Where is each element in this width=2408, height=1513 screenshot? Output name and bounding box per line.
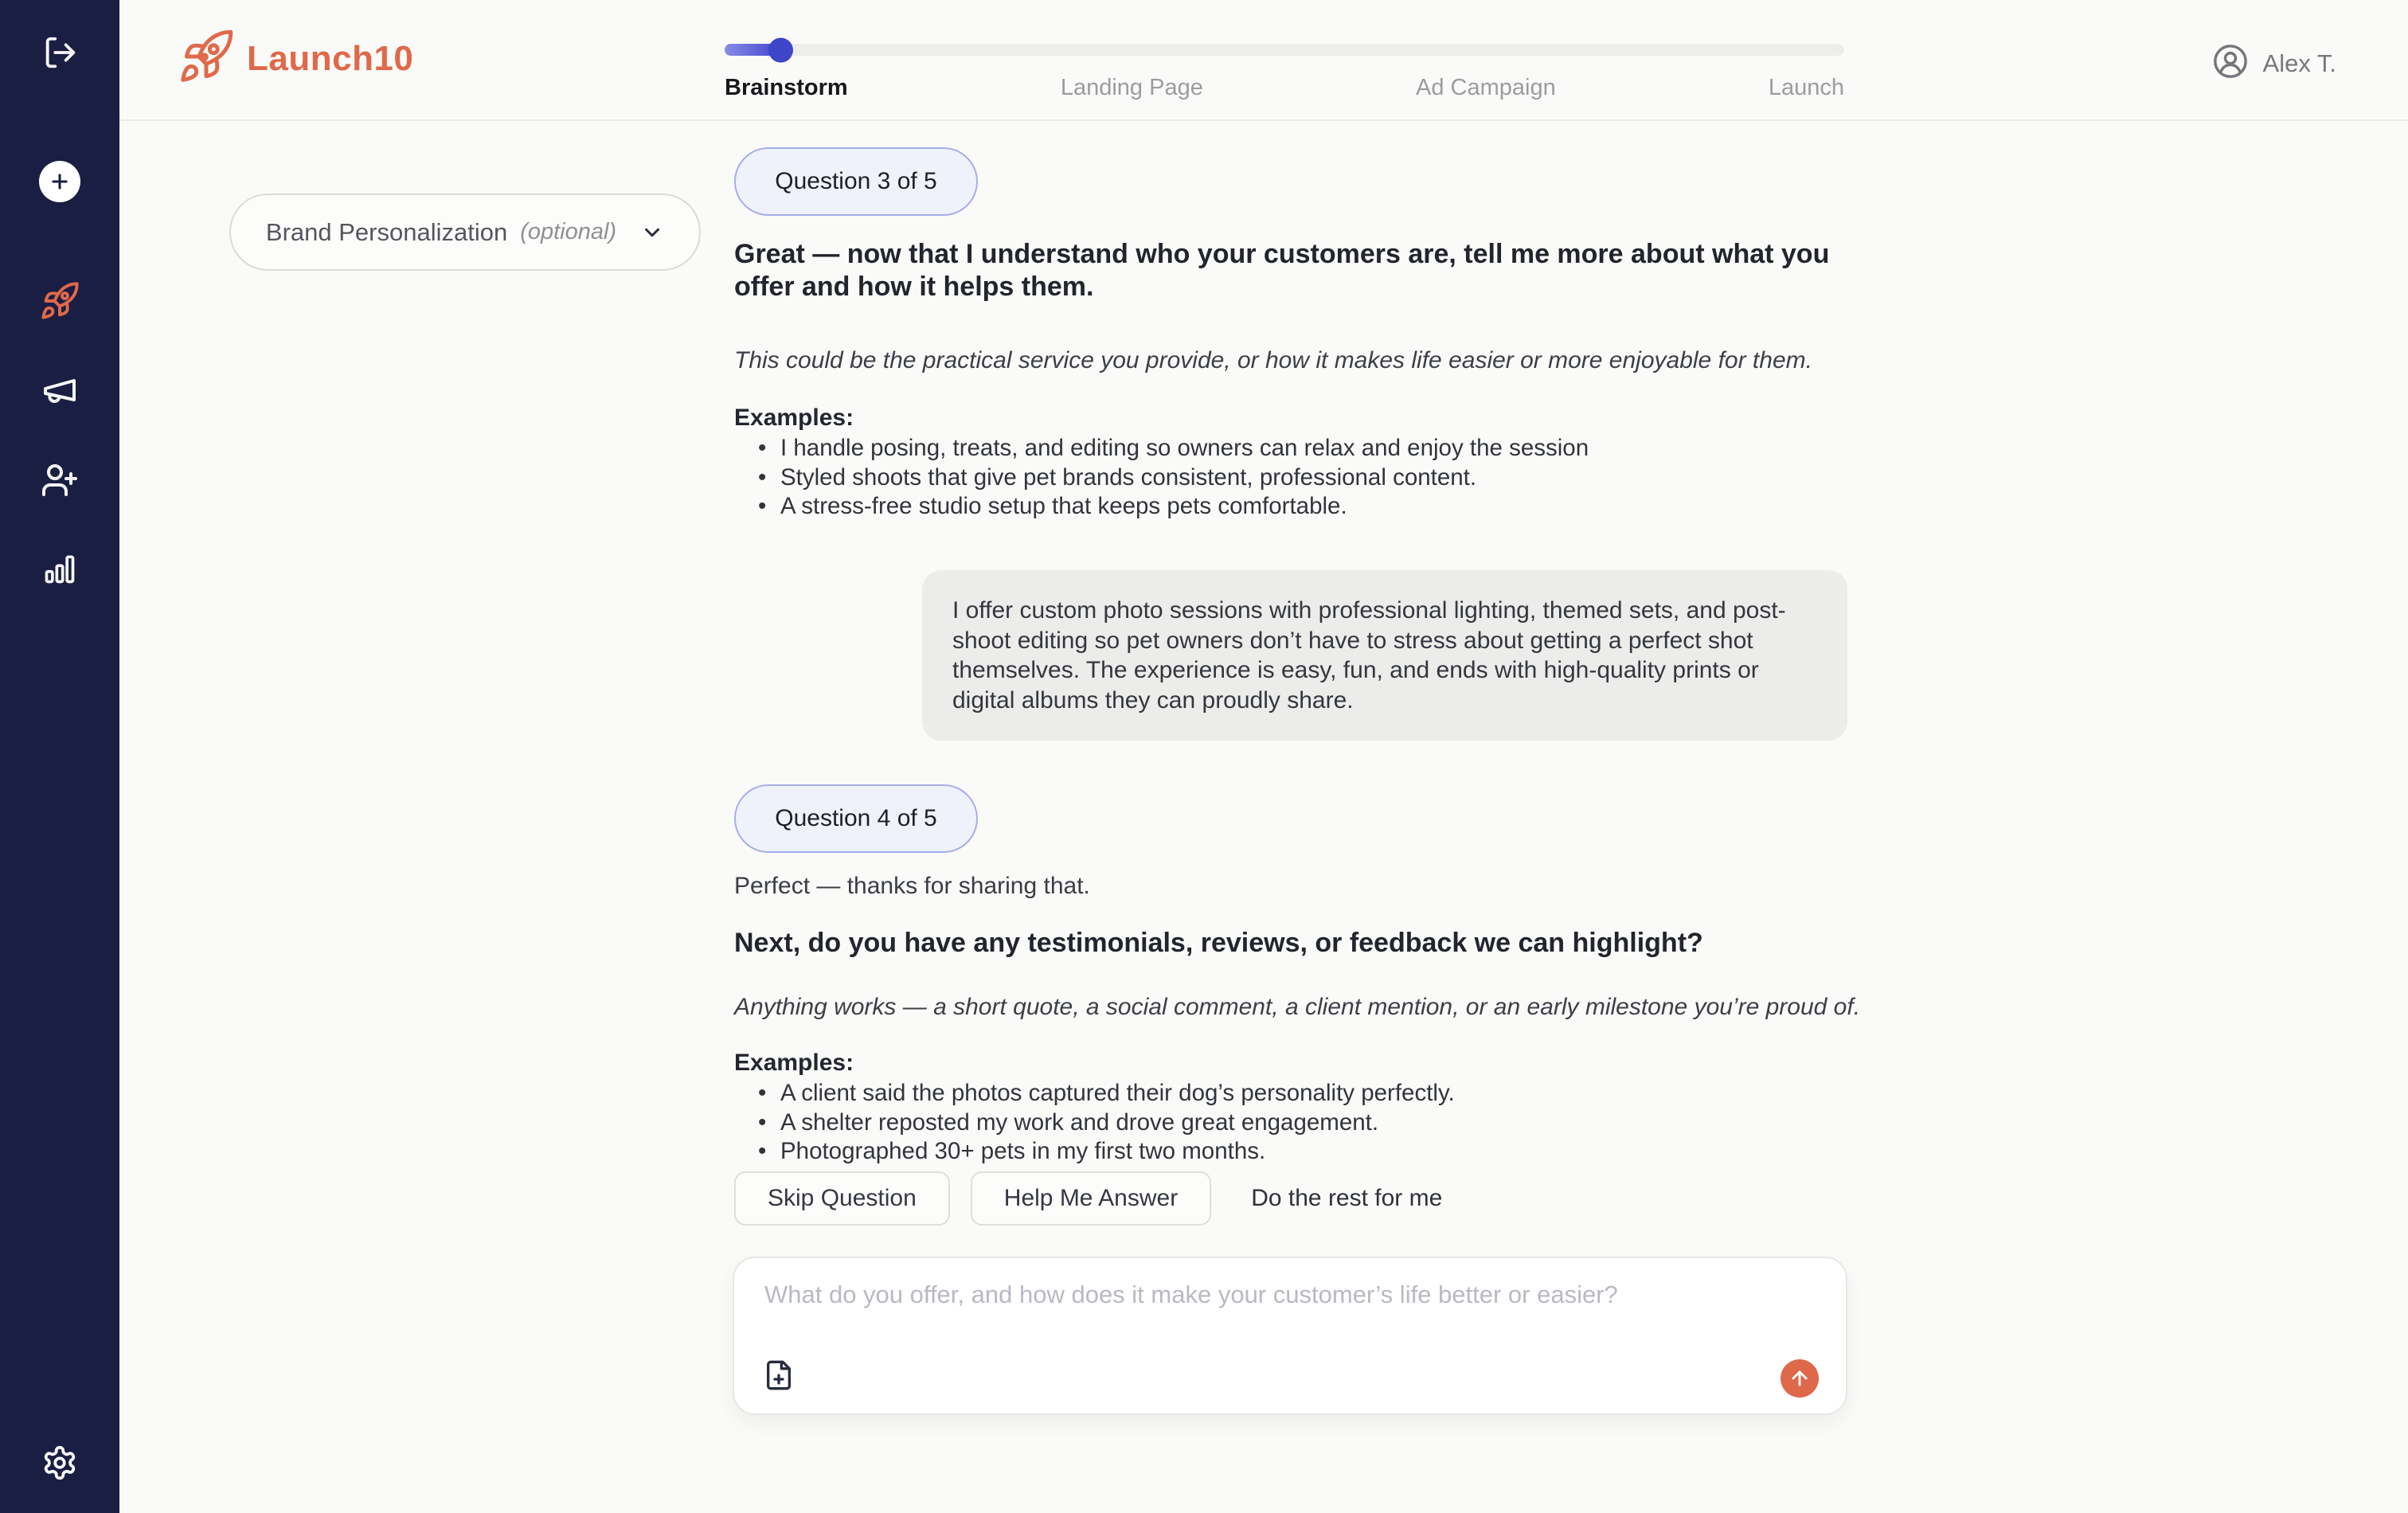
do-the-rest-button[interactable]: Do the rest for me — [1251, 1185, 1443, 1211]
example-item: • Photographed 30+ pets in my first two months. — [753, 1137, 1852, 1167]
user-menu[interactable] — [2212, 43, 2336, 84]
brand-personalization-optional: (optional) — [520, 219, 617, 244]
logo-text: Launch10 — [247, 38, 414, 78]
chevron-down-icon — [640, 221, 664, 244]
question-4-examples-list — [753, 1079, 1852, 1167]
question-3-examples-label: Examples: — [734, 405, 854, 431]
progress-knob — [768, 37, 793, 62]
logout-icon[interactable] — [41, 34, 78, 71]
logo-rocket-icon — [177, 27, 236, 90]
message-composer — [733, 1257, 1847, 1415]
question-4-badge: Question 4 of 5 — [734, 784, 978, 853]
sidebar — [0, 0, 119, 1513]
progress-steps — [725, 75, 1844, 101]
send-button[interactable] — [1781, 1359, 1819, 1398]
question-3-hint: This could be the practical service you provide, or how it makes life easier or more enjoyable for them. — [734, 347, 1812, 373]
user-answer-bubble: I offer custom photo sessions with professional lighting, themed sets, and post-shoot editing so pet owners don’t have to stress about getting a perfect shot themselves. The experience is easy, fun, and ends with high-quality prints or digital albums they can proudly share. — [922, 570, 1847, 741]
example-item: • A stress-free studio setup that keeps pets comfortable. — [753, 492, 1852, 522]
rocket-icon[interactable] — [39, 280, 80, 322]
question-3-text: Great — now that I understand who your customers are, tell me more about what you offer and how it helps them. — [734, 239, 1830, 302]
header-divider — [119, 119, 2408, 121]
answer-actions — [734, 1171, 1442, 1226]
question-4-examples-label: Examples: — [734, 1050, 854, 1076]
plus-icon[interactable] — [39, 161, 80, 202]
example-item: • A shelter reposted my work and drove great engagement. — [753, 1108, 1852, 1138]
gear-icon[interactable] — [41, 1445, 78, 1481]
progress-bar-track — [725, 44, 1844, 56]
answer-input[interactable] — [764, 1280, 1816, 1352]
user-name: Alex T. — [2262, 49, 2336, 77]
help-me-answer-button[interactable]: Help Me Answer — [971, 1171, 1211, 1226]
example-item: • I handle posing, treats, and editing so owners can relax and enjoy the session — [753, 434, 1852, 463]
app-logo — [177, 27, 413, 90]
progress-stepper — [725, 44, 1844, 101]
example-item: • A client said the photos captured their dog’s personality perfectly. — [753, 1079, 1852, 1108]
skip-question-button[interactable]: Skip Question — [734, 1171, 950, 1226]
user-plus-icon[interactable] — [41, 461, 79, 499]
brand-personalization-label: Brand Personalization — [265, 217, 508, 246]
step-ad-campaign[interactable]: Ad Campaign — [1415, 75, 1556, 100]
step-brainstorm[interactable]: Brainstorm — [725, 75, 848, 100]
question-4-ack: Perfect — thanks for sharing that. — [734, 873, 1090, 899]
question-3-badge: Question 3 of 5 — [734, 147, 978, 216]
progress-bar-fill — [725, 44, 780, 56]
step-launch[interactable]: Launch — [1768, 75, 1844, 100]
question-4-text: Next, do you have any testimonials, reviews, or feedback we can highlight? — [734, 928, 1703, 958]
question-3-examples-list — [753, 434, 1852, 522]
step-landing-page[interactable]: Landing Page — [1060, 75, 1203, 100]
file-plus-icon — [763, 1357, 795, 1394]
user-avatar-icon — [2212, 43, 2249, 84]
bar-chart-icon[interactable] — [42, 551, 77, 586]
question-4-hint: Anything works — a short quote, a social comment, a client mention, or an early milestone you’re proud of. — [734, 994, 1861, 1020]
megaphone-icon[interactable] — [41, 371, 79, 409]
brand-personalization-dropdown[interactable] — [229, 194, 701, 271]
attach-file-button[interactable] — [763, 1357, 795, 1396]
example-item: • Styled shoots that give pet brands consistent, professional content. — [753, 463, 1852, 493]
arrow-up-icon — [1788, 1367, 1811, 1390]
